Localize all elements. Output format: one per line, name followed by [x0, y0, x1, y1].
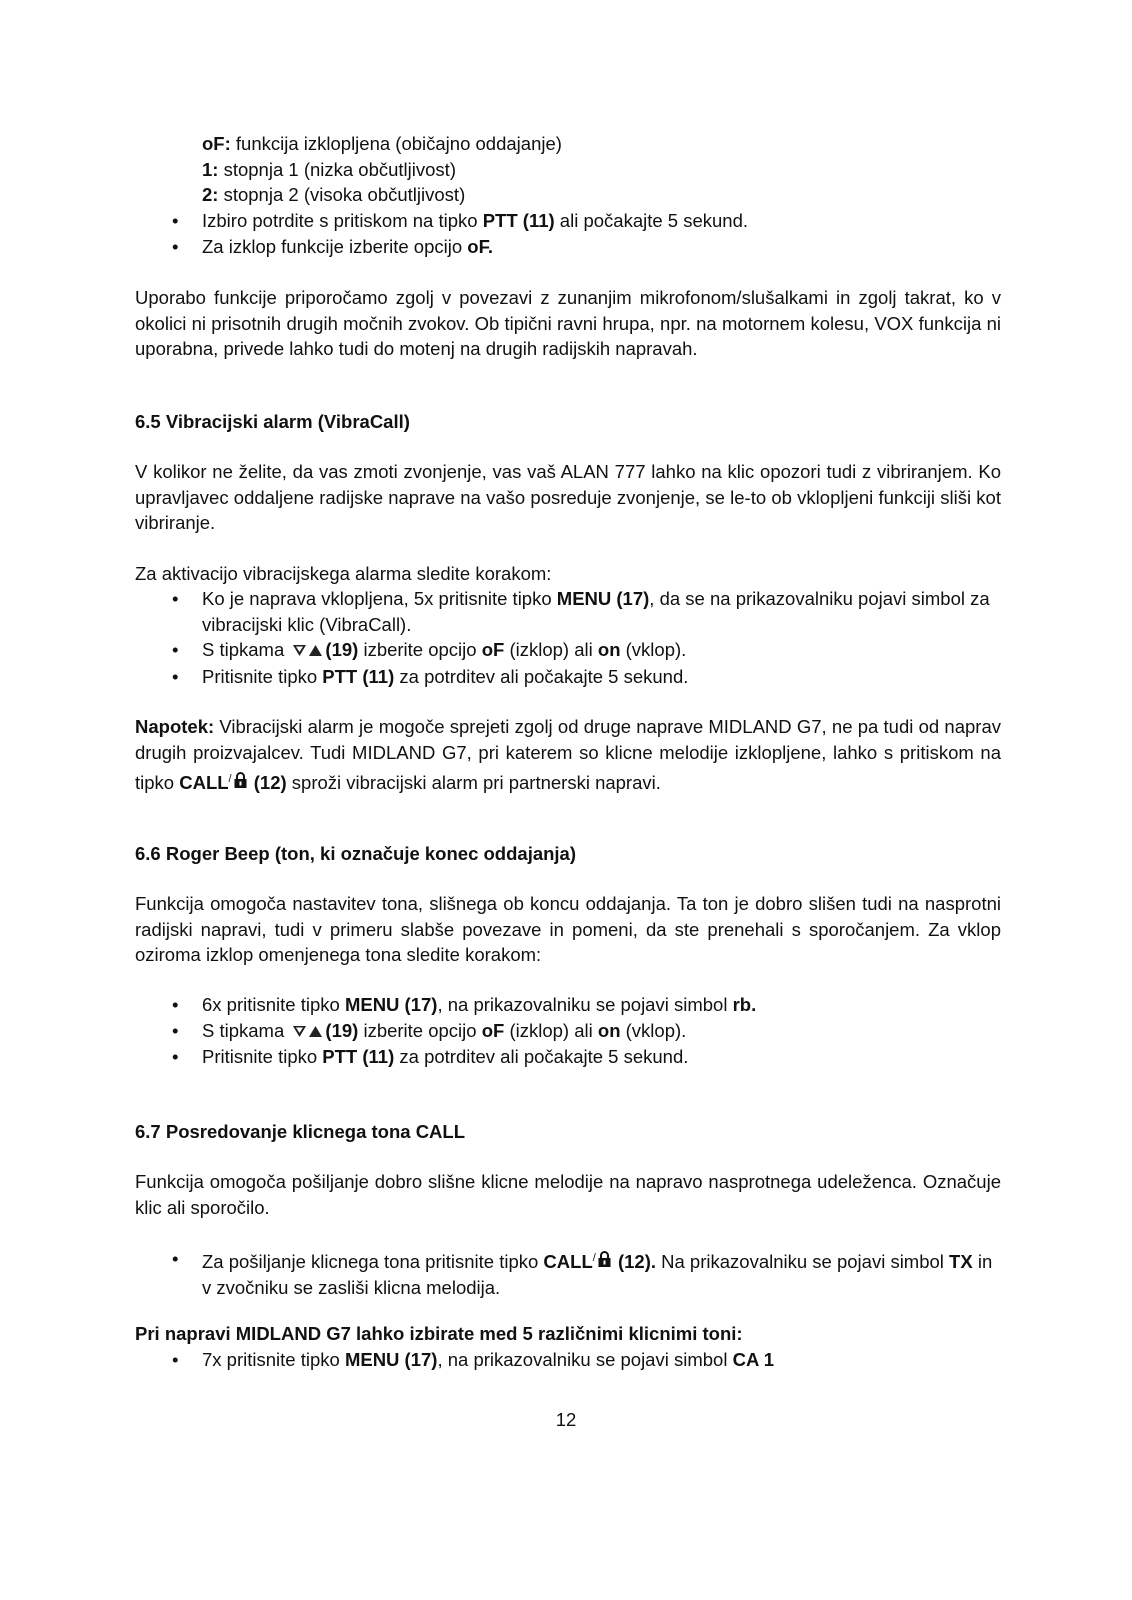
subheading: Pri napravi MIDLAND G7 lahko izbirate med 5 različnimi klicnimi toni:: [135, 1323, 743, 1344]
vox-level-of: oF: funkcija izklopljena (običajno oddajanje): [202, 133, 562, 154]
paragraph: V kolikor ne želite, da vas zmoti zvonjenje, vas vaš ALAN 777 lahko na klic opozori tudi z vibriranjem. Ko upravljavec oddaljene radijske naprave na vašo posreduje zvonjenje, se le-to ob vklopljeni funkciji sliši kot vibriranje.: [135, 461, 1001, 533]
list-item: • Pritisnite tipko PTT (11) za potrditev ali počakajte 5 sekund.: [172, 1046, 689, 1067]
vibracall-steps: [135, 586, 1001, 689]
list-item: • S tipkama (19) izberite opcijo oF (izklop) ali on (vklop).: [135, 637, 1001, 664]
list-item: • Ko je naprava vklopljena, 5x pritisnite tipko MENU (17), da se na prikazovalniku pojavi simbol za vibracijski klic (VibraCall).: [172, 588, 990, 635]
up-down-arrows-icon: [293, 1019, 323, 1045]
vox-note-paragraph: Uporabo funkcije priporočamo zgolj v povezavi z zunanjim mikrofonom/slušalkami in zgolj takrat, ko v okolici ni prisotnih drugih močnih zvokov. Ob tipični ravni hrupa, npr. na motornem kolesu, VOX funkcija ni uporabna, privede lahko tudi do motenj na drugih radijskih napravah.: [135, 287, 1001, 359]
lock-icon: [234, 769, 247, 795]
list-item: • 6x pritisnite tipko MENU (17), na prikazovalniku se pojavi simbol rb.: [172, 994, 757, 1015]
call-tone-select-steps: [135, 1347, 1001, 1373]
lock-icon: [598, 1248, 611, 1274]
paragraph: Za aktivacijo vibracijskega alarma sledite korakom:: [135, 563, 552, 584]
list-item: • Izbiro potrdite s pritiskom na tipko PTT (11) ali počakajte 5 sekund.: [172, 210, 749, 231]
list-item: • Pritisnite tipko PTT (11) za potrditev ali počakajte 5 sekund.: [172, 665, 689, 687]
up-down-arrows-icon: [293, 638, 323, 664]
vox-level-2: 2: stopnja 2 (visoka občutljivost): [202, 184, 466, 205]
note-paragraph: Napotek: Vibracijski alarm je mogoče sprejeti zgolj od druge naprave MIDLAND G7, ne pa tudi od naprav drugih proizvajalcev. Tudi MIDLAND G7, pri katerem so klicne melodije izklopljene, lahko s pritiskom na tipko CALL/ (12) sproži vibracijski alarm pri partnerski napravi.: [135, 716, 1001, 794]
section-heading: 6.7 Posredovanje klicnega tona CALL: [135, 1121, 466, 1142]
section-heading: 6.5 Vibracijski alarm (VibraCall): [135, 411, 410, 432]
roger-beep-steps: [135, 992, 1001, 1070]
paragraph: Funkcija omogoča nastavitev tona, slišnega ob koncu oddajanja. Ta ton je dobro slišen tudi na nasprotni radijski napravi, tudi v primeru slabše povezave in pomeni, da ste prenehali s sporočanjem. Za vklop oziroma izklop omenjenega tona sledite korakom:: [135, 893, 1001, 965]
vox-level-1: 1: stopnja 1 (nizka občutljivost): [202, 159, 456, 180]
list-item: • Za pošiljanje klicnega tona pritisnite tipko CALL/ (12). Na prikazovalniku se pojavi simbol TX in v zvočniku se zasliši klicna melodija.: [172, 1248, 993, 1298]
list-item: • S tipkama (19) izberite opcijo oF (izklop) ali on (vklop).: [135, 1018, 1001, 1045]
call-tone-steps: [135, 1246, 1001, 1300]
page-number: 12: [555, 1409, 577, 1430]
paragraph: Funkcija omogoča pošiljanje dobro slišne klicne melodije na napravo nasprotnega udeleženca. Označuje klic ali sporočilo.: [135, 1171, 1001, 1218]
vox-bullet-list: [135, 208, 1001, 259]
section-heading: 6.6 Roger Beep (ton, ki označuje konec oddajanja): [135, 843, 577, 864]
list-item: • Za izklop funkcije izberite opcijo oF.: [172, 235, 493, 257]
list-item: • 7x pritisnite tipko MENU (17), na prikazovalniku se pojavi simbol CA 1: [172, 1349, 775, 1370]
